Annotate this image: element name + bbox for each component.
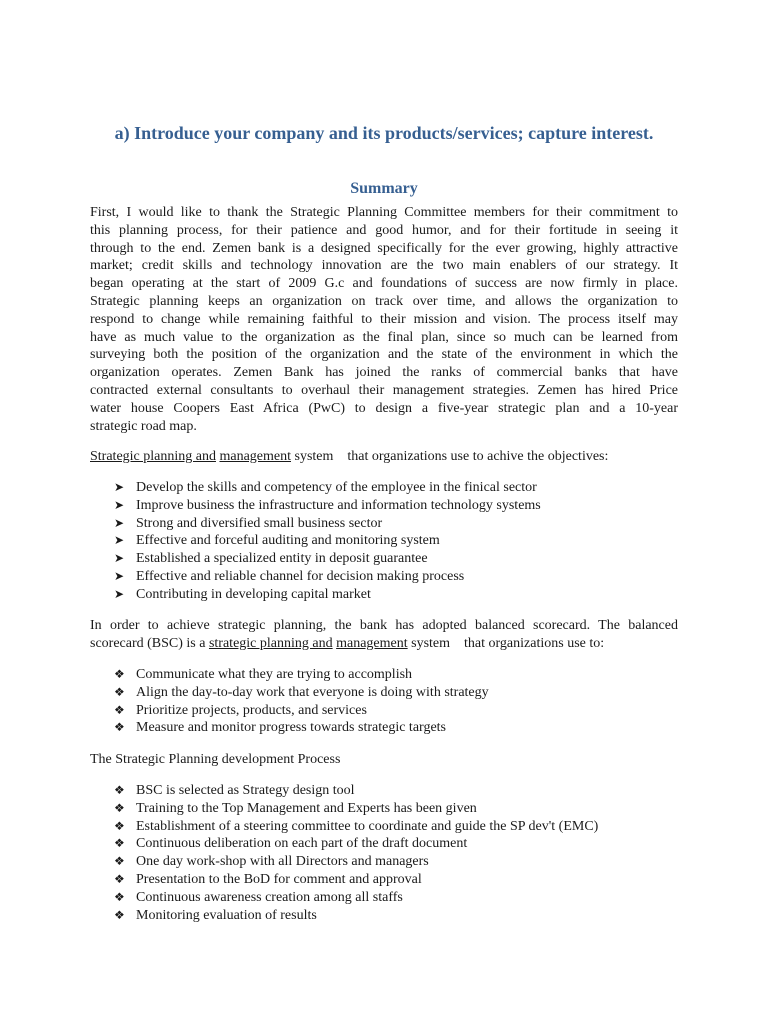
link-management: management — [336, 635, 408, 651]
objectives-list — [90, 479, 678, 604]
objective-item — [90, 568, 678, 586]
item-text: BSC is selected as Strategy design tool — [136, 783, 355, 798]
summary-line: First, I would like to thank the Strategic Planning Committee members for their commitment to — [90, 205, 678, 220]
process-step-item — [90, 853, 678, 871]
summary-line: respond to change while remaining faithful to their mission and vision. The process itself may — [90, 311, 678, 327]
summary-paragraph — [90, 204, 678, 435]
item-text: Effective and forceful auditing and monitoring system — [136, 533, 440, 549]
summary-title: Summary — [350, 180, 418, 197]
summary-line: water house Coopers East Africa (PwC) to design a five-year strategic plan and a 10-year — [90, 400, 678, 416]
summary-line: through to the end. Zemen bank is a designed specifically for the ever growing, highly attractive — [90, 240, 678, 256]
bsc-use-item — [90, 702, 678, 720]
diamond-bullet-icon: ❖ — [114, 702, 125, 717]
diamond-bullet-icon: ❖ — [114, 836, 125, 851]
process-step-item — [90, 782, 678, 800]
item-text: Presentation to the BoD for comment and approval — [136, 871, 422, 887]
objective-item — [90, 479, 678, 497]
objectives-intro — [90, 448, 678, 466]
arrow-bullet-icon: ➤ — [114, 551, 125, 566]
bsc-paragraph — [90, 617, 678, 653]
summary-line: have as much value to the organization as the final plan, since so much can be learned from — [90, 329, 678, 345]
item-text: Training to the Top Management and Experts has been given — [136, 800, 477, 816]
process-step-item — [90, 871, 678, 889]
process-step-item — [90, 835, 678, 853]
diamond-bullet-icon: ❖ — [114, 720, 125, 735]
objective-item — [90, 550, 678, 568]
arrow-bullet-icon: ➤ — [114, 497, 125, 512]
bsc-use-item — [90, 684, 678, 702]
summary-line: market; credit skills and technology innovation are the two main enablers of our strategy. It — [90, 258, 678, 274]
objective-item — [90, 532, 678, 550]
intro-text: system that organizations use to achive the objectives: — [291, 449, 609, 464]
arrow-bullet-icon: ➤ — [114, 586, 125, 601]
summary-line: began operating at the start of 2009 G.c and foundations of success are now firmly in place. — [90, 276, 678, 292]
item-text: Establishment of a steering committee to coordinate and guide the SP dev't (EMC) — [136, 818, 599, 834]
arrow-bullet-icon: ➤ — [114, 480, 125, 494]
item-text: Effective and reliable channel for decision making process — [136, 568, 465, 584]
bsc-use-item — [90, 666, 678, 684]
item-text: Measure and monitor progress towards strategic targets — [136, 720, 446, 736]
process-steps-list — [90, 782, 678, 924]
link-strategic-planning: Strategic planning and — [90, 449, 216, 464]
link-management: management — [219, 449, 291, 464]
bsc-uses-list — [90, 666, 678, 737]
diamond-bullet-icon: ❖ — [114, 907, 125, 922]
item-text: Communicate what they are trying to accomplish — [136, 667, 413, 682]
summary-line: contracted external consultants to overhaul their management strategies. Zemen has hired Price — [90, 382, 678, 398]
summary-line: surveying both the position of the organization and the state of the environment in which the — [90, 347, 678, 363]
arrow-bullet-icon: ➤ — [114, 533, 125, 548]
diamond-bullet-icon: ❖ — [114, 818, 125, 833]
section-heading: a) Introduce your company and its products/services; capture interest. — [114, 123, 654, 143]
objective-item — [90, 515, 678, 533]
process-step-item — [90, 907, 678, 925]
summary-line: organization operates. Zemen Bank has joined the ranks of commercial banks that have — [90, 365, 678, 381]
bsc-use-item — [90, 719, 678, 737]
process-title: The Strategic Planning development Process — [90, 752, 341, 767]
item-text: Contributing in developing capital market — [136, 586, 371, 602]
process-step-item — [90, 889, 678, 907]
arrow-bullet-icon: ➤ — [114, 515, 125, 530]
summary-line: Strategic planning keeps an organization on track over time, and allows the organization to — [90, 293, 678, 309]
item-text: Align the day-to-day work that everyone is doing with strategy — [136, 684, 489, 700]
item-text: Continuous awareness creation among all staffs — [136, 889, 403, 905]
objective-item — [90, 586, 678, 604]
diamond-bullet-icon: ❖ — [114, 889, 125, 904]
diamond-bullet-icon: ❖ — [114, 667, 125, 681]
diamond-bullet-icon: ❖ — [114, 783, 125, 797]
bsc-line: scorecard (BSC) is a strategic planning and management system that organizations use to: — [90, 635, 605, 651]
item-text: Monitoring evaluation of results — [136, 907, 317, 923]
item-text: Strong and diversified small business sector — [136, 515, 383, 531]
arrow-bullet-icon: ➤ — [114, 568, 125, 583]
process-step-item — [90, 818, 678, 836]
diamond-bullet-icon: ❖ — [114, 871, 125, 886]
link-strategic-planning: strategic planning and — [208, 635, 333, 651]
item-text: One day work-shop with all Directors and managers — [136, 854, 429, 870]
summary-line: strategic road map. — [90, 418, 197, 434]
diamond-bullet-icon: ❖ — [114, 800, 125, 815]
item-text: Improve business the infrastructure and information technology systems — [136, 497, 541, 513]
summary-line: this planning process, for their patience and good humor, and for their fortitude in seeing it — [90, 222, 678, 238]
objective-item — [90, 497, 678, 515]
item-text: Continuous deliberation on each part of the draft document — [136, 836, 468, 852]
item-text: Established a specialized entity in deposit guarantee — [136, 551, 428, 567]
item-text: Prioritize projects, products, and services — [136, 702, 367, 718]
diamond-bullet-icon: ❖ — [114, 684, 125, 699]
bsc-line: In order to achieve strategic planning, the bank has adopted balanced scorecard. The balanced — [90, 618, 678, 633]
process-step-item — [90, 800, 678, 818]
item-text: Develop the skills and competency of the employee in the finical sector — [136, 480, 537, 495]
diamond-bullet-icon: ❖ — [114, 854, 125, 869]
